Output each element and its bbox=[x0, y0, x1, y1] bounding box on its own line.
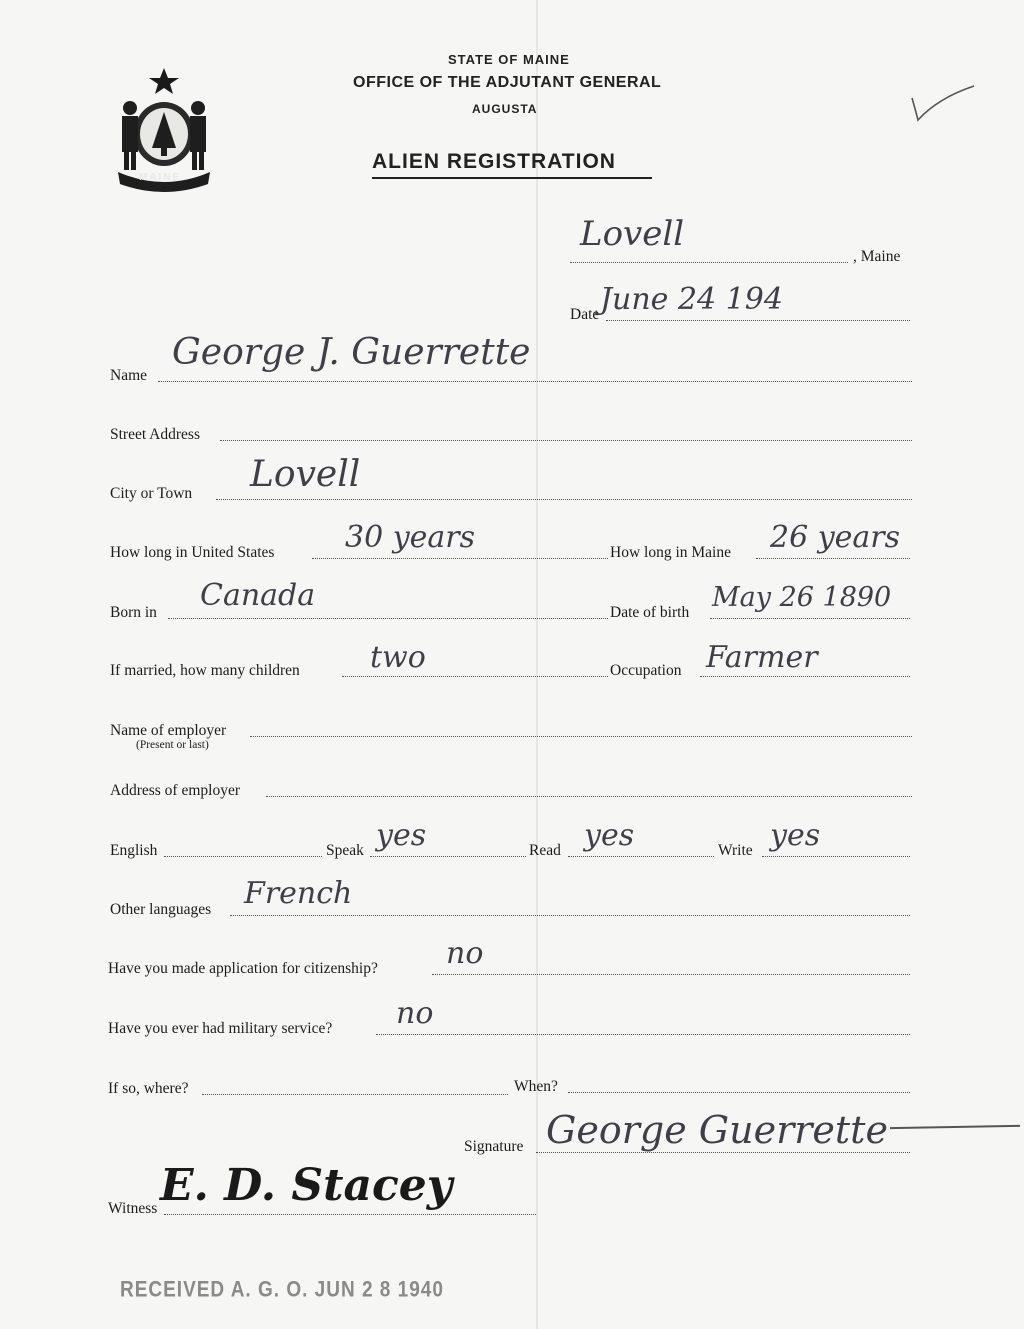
date-label: Date bbox=[570, 306, 600, 323]
read-line bbox=[568, 856, 714, 857]
date-line bbox=[606, 320, 910, 321]
office-heading: OFFICE OF THE ADJUTANT GENERAL bbox=[353, 74, 662, 91]
witness-line bbox=[164, 1214, 536, 1215]
witness-signature[interactable]: E. D. Stacey bbox=[160, 1160, 453, 1211]
employer-name-line bbox=[250, 736, 912, 737]
city-value[interactable]: Lovell bbox=[250, 454, 361, 495]
witness-label: Witness bbox=[108, 1200, 158, 1217]
name-value[interactable]: George J. Guerrette bbox=[172, 332, 531, 373]
english-label: English bbox=[110, 842, 158, 859]
signature-value[interactable]: George Guerrette bbox=[546, 1108, 888, 1152]
speak-label: Speak bbox=[326, 842, 364, 859]
occupation-value[interactable]: Farmer bbox=[706, 640, 818, 675]
write-value[interactable]: yes bbox=[770, 818, 821, 853]
paper-fold bbox=[536, 0, 538, 1329]
date-of-birth-line bbox=[710, 618, 910, 619]
where-line bbox=[202, 1094, 508, 1095]
street-address-line bbox=[220, 440, 912, 441]
read-label: Read bbox=[529, 842, 561, 859]
citizenship-label: Have you made application for citizenship? bbox=[108, 960, 378, 977]
born-in-value[interactable]: Canada bbox=[200, 578, 316, 613]
when-label: When? bbox=[514, 1078, 558, 1095]
employer-address-line bbox=[266, 796, 912, 797]
english-line bbox=[164, 856, 322, 857]
employer-name-label: Name of employer bbox=[110, 722, 227, 739]
children-line bbox=[342, 676, 608, 677]
name-line bbox=[158, 381, 912, 382]
how-long-maine-value[interactable]: 26 years bbox=[770, 520, 901, 555]
date-value[interactable]: June 24 194 bbox=[600, 282, 783, 317]
city-line bbox=[216, 499, 912, 500]
city-heading: AUGUSTA bbox=[472, 102, 538, 116]
place-line bbox=[570, 262, 848, 263]
street-address-label: Street Address bbox=[110, 426, 200, 443]
children-label: If married, how many children bbox=[110, 662, 300, 679]
city-label: City or Town bbox=[110, 485, 193, 502]
received-stamp: RECEIVED A. G. O. JUN 2 8 1940 bbox=[120, 1278, 444, 1303]
military-value[interactable]: no bbox=[396, 996, 434, 1031]
occupation-label: Occupation bbox=[610, 662, 682, 679]
speak-value[interactable]: yes bbox=[376, 818, 427, 853]
when-line bbox=[568, 1092, 910, 1093]
how-long-maine-line bbox=[756, 558, 910, 559]
born-in-label: Born in bbox=[110, 604, 157, 621]
place-suffix: , Maine bbox=[853, 248, 901, 265]
how-long-us-value[interactable]: 30 years bbox=[345, 520, 476, 555]
date-of-birth-value[interactable]: May 26 1890 bbox=[712, 582, 892, 613]
speak-line bbox=[370, 856, 526, 857]
form-title: ALIEN REGISTRATION bbox=[372, 150, 616, 173]
occupation-line bbox=[700, 676, 910, 677]
employer-address-label: Address of employer bbox=[110, 782, 240, 799]
other-languages-value[interactable]: French bbox=[244, 876, 353, 911]
read-value[interactable]: yes bbox=[584, 818, 635, 853]
name-label: Name bbox=[110, 367, 148, 384]
military-line bbox=[376, 1034, 910, 1035]
where-label: If so, where? bbox=[108, 1080, 189, 1097]
how-long-maine-label: How long in Maine bbox=[610, 544, 731, 561]
how-long-us-label: How long in United States bbox=[110, 544, 275, 561]
seal-banner-text: MAINE bbox=[139, 172, 182, 183]
other-languages-line bbox=[230, 915, 910, 916]
signature-label: Signature bbox=[464, 1138, 524, 1155]
title-underline bbox=[372, 177, 652, 179]
state-heading: STATE OF MAINE bbox=[448, 52, 570, 67]
children-value[interactable]: two bbox=[370, 640, 426, 675]
citizenship-value[interactable]: no bbox=[446, 936, 484, 971]
other-languages-label: Other languages bbox=[110, 901, 212, 918]
born-in-line bbox=[168, 618, 608, 619]
write-label: Write bbox=[718, 842, 753, 859]
check-mark-icon bbox=[908, 82, 978, 124]
how-long-us-line bbox=[312, 558, 608, 559]
date-of-birth-label: Date of birth bbox=[610, 604, 690, 621]
employer-name-sublabel: (Present or last) bbox=[136, 739, 209, 751]
write-line bbox=[762, 856, 910, 857]
signature-flourish bbox=[890, 1125, 1020, 1129]
military-label: Have you ever had military service? bbox=[108, 1020, 333, 1037]
place-value[interactable]: Lovell bbox=[580, 214, 685, 254]
signature-line bbox=[536, 1152, 910, 1153]
citizenship-line bbox=[432, 974, 910, 975]
